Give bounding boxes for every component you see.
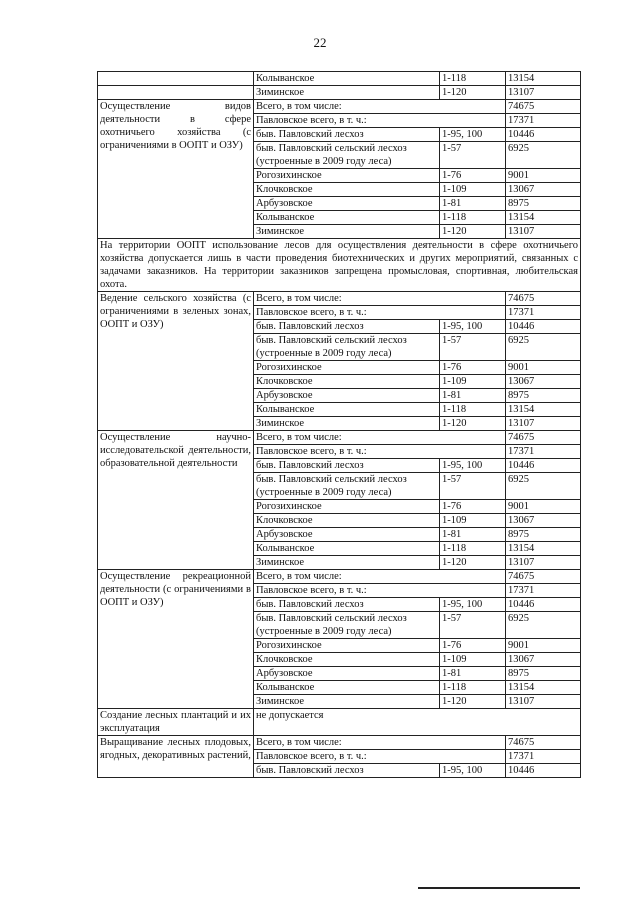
forestry-name: Клочковское <box>254 514 440 528</box>
quarter-numbers: 1-120 <box>440 86 506 100</box>
forestry-name: Всего, в том числе: <box>254 100 506 114</box>
forestry-name: Колыванское <box>254 72 440 86</box>
forestry-name: Павловское всего, в т. ч.: <box>254 114 506 128</box>
forestry-name: Арбузовское <box>254 197 440 211</box>
quarter-numbers: 1-57 <box>440 142 506 169</box>
quarter-numbers: 1-109 <box>440 653 506 667</box>
area-ha: 10446 <box>506 320 581 334</box>
area-ha: 13067 <box>506 653 581 667</box>
forestry-name: Всего, в том числе: <box>254 570 506 584</box>
table-row <box>98 570 581 584</box>
quarter-numbers: 1-57 <box>440 334 506 361</box>
forestry-name: Зиминское <box>254 695 440 709</box>
table-row <box>98 431 581 445</box>
area-ha: 13107 <box>506 417 581 431</box>
forestry-name: быв. Павловский сельский лесхоз (устроенные в 2009 году леса) <box>254 612 440 639</box>
area-ha: 6925 <box>506 473 581 500</box>
area-ha: 74675 <box>506 292 581 306</box>
quarter-numbers: 1-76 <box>440 639 506 653</box>
forestry-name: быв. Павловский сельский лесхоз (устроенные в 2009 году леса) <box>254 334 440 361</box>
forestry-name: Павловское всего, в т. ч.: <box>254 750 506 764</box>
forestry-name: Клочковское <box>254 183 440 197</box>
area-ha: 6925 <box>506 612 581 639</box>
quarter-numbers: 1-76 <box>440 169 506 183</box>
area-ha: 10446 <box>506 459 581 473</box>
quarter-numbers: 1-109 <box>440 514 506 528</box>
activity-type: Осуществление научно-исследовательской деятельности, образовательной деятельности <box>98 431 254 570</box>
quarter-numbers: 1-81 <box>440 667 506 681</box>
area-ha: 10446 <box>506 764 581 778</box>
forestry-name: Всего, в том числе: <box>254 292 506 306</box>
area-ha: 13154 <box>506 542 581 556</box>
forestry-name: Зиминское <box>254 556 440 570</box>
table-row <box>98 86 581 100</box>
table-row <box>98 292 581 306</box>
area-ha: 74675 <box>506 736 581 750</box>
forestry-name: быв. Павловский сельский лесхоз (устроенные в 2009 году леса) <box>254 473 440 500</box>
quarter-numbers: 1-57 <box>440 473 506 500</box>
quarter-numbers: 1-120 <box>440 556 506 570</box>
forestry-name: Павловское всего, в т. ч.: <box>254 584 506 598</box>
area-ha: 74675 <box>506 100 581 114</box>
quarter-numbers: 1-118 <box>440 681 506 695</box>
quarter-numbers: 1-81 <box>440 389 506 403</box>
area-ha: 13154 <box>506 681 581 695</box>
footer-rule <box>418 887 580 889</box>
forestry-name: Колыванское <box>254 211 440 225</box>
area-ha: 13107 <box>506 225 581 239</box>
area-ha: 17371 <box>506 750 581 764</box>
quarter-numbers: 1-57 <box>440 612 506 639</box>
area-ha: 13107 <box>506 86 581 100</box>
area-ha: 10446 <box>506 598 581 612</box>
quarter-numbers: 1-120 <box>440 225 506 239</box>
page-number: 22 <box>313 35 327 50</box>
quarter-numbers: 1-95, 100 <box>440 598 506 612</box>
forestry-name: Колыванское <box>254 542 440 556</box>
quarter-numbers: 1-76 <box>440 361 506 375</box>
activity-cell <box>98 86 254 100</box>
forestry-name: быв. Павловский лесхоз <box>254 459 440 473</box>
area-ha: 13154 <box>506 403 581 417</box>
area-ha: 13067 <box>506 183 581 197</box>
forestry-name: Всего, в том числе: <box>254 736 506 750</box>
forestry-name: Зиминское <box>254 86 440 100</box>
forest-use-table <box>97 71 581 778</box>
quarter-numbers: 1-109 <box>440 375 506 389</box>
area-ha: 74675 <box>506 431 581 445</box>
forestry-name: Всего, в том числе: <box>254 431 506 445</box>
activity-type: Ведение сельского хозяйства (с ограничениями в зеленых зонах, ООПТ и ОЗУ) <box>98 292 254 431</box>
area-ha: 8975 <box>506 197 581 211</box>
forestry-name: Клочковское <box>254 375 440 389</box>
forestry-name: Рогозихинское <box>254 639 440 653</box>
area-ha: 9001 <box>506 361 581 375</box>
forestry-name: Зиминское <box>254 417 440 431</box>
forestry-name: Арбузовское <box>254 528 440 542</box>
forestry-name: Павловское всего, в т. ч.: <box>254 306 506 320</box>
quarter-numbers: 1-81 <box>440 197 506 211</box>
forestry-name: Клочковское <box>254 653 440 667</box>
quarter-numbers: 1-120 <box>440 695 506 709</box>
area-ha: 8975 <box>506 389 581 403</box>
area-ha: 13067 <box>506 514 581 528</box>
activity-type: Выращивание лесных плодовых, ягодных, декоративных растений, <box>98 736 254 778</box>
quarter-numbers: 1-95, 100 <box>440 459 506 473</box>
activity-cell <box>98 72 254 86</box>
activity-type: Осуществление видов деятельности в сфере охотничьего хозяйства (с ограничениями в ООПТ и ОЗУ) <box>98 100 254 239</box>
forestry-name: быв. Павловский лесхоз <box>254 320 440 334</box>
area-ha: 17371 <box>506 445 581 459</box>
area-ha: 9001 <box>506 500 581 514</box>
forestry-name: Рогозихинское <box>254 169 440 183</box>
area-ha: 13154 <box>506 211 581 225</box>
area-ha: 8975 <box>506 528 581 542</box>
table-row <box>98 736 581 750</box>
quarter-numbers: 1-118 <box>440 403 506 417</box>
quarter-numbers: 1-120 <box>440 417 506 431</box>
forestry-name: Павловское всего, в т. ч.: <box>254 445 506 459</box>
quarter-numbers: 1-95, 100 <box>440 128 506 142</box>
table-row <box>98 72 581 86</box>
quarter-numbers: 1-81 <box>440 528 506 542</box>
area-ha: 6925 <box>506 334 581 361</box>
restriction-text: не допускается <box>254 709 581 736</box>
quarter-numbers: 1-76 <box>440 500 506 514</box>
area-ha: 9001 <box>506 639 581 653</box>
activity-type: Создание лесных плантаций и их эксплуатация <box>98 709 254 736</box>
area-ha: 74675 <box>506 570 581 584</box>
table-row <box>98 239 581 292</box>
activity-type: Осуществление рекреационной деятельности (с ограничениями в ООПТ и ОЗУ) <box>98 570 254 709</box>
quarter-numbers: 1-109 <box>440 183 506 197</box>
forestry-name: Зиминское <box>254 225 440 239</box>
forestry-name: быв. Павловский лесхоз <box>254 764 440 778</box>
area-ha: 13107 <box>506 556 581 570</box>
quarter-numbers: 1-118 <box>440 72 506 86</box>
area-ha: 17371 <box>506 584 581 598</box>
table-row <box>98 100 581 114</box>
area-ha: 6925 <box>506 142 581 169</box>
quarter-numbers: 1-95, 100 <box>440 320 506 334</box>
area-ha: 10446 <box>506 128 581 142</box>
area-ha: 17371 <box>506 306 581 320</box>
forestry-name: быв. Павловский сельский лесхоз (устроенные в 2009 году леса) <box>254 142 440 169</box>
area-ha: 13107 <box>506 695 581 709</box>
forestry-name: Колыванское <box>254 681 440 695</box>
table-row <box>98 709 581 736</box>
quarter-numbers: 1-118 <box>440 211 506 225</box>
note-text: На территории ООПТ использование лесов для осуществления деятельности в сфере охотничьего хозяйства допускается лишь в части проведения биотехнических и других мероприятий, связанных с задачами заказников. На территории заказников запрещена промысловая, спортивная, любительская охота. <box>98 239 581 292</box>
area-ha: 13067 <box>506 375 581 389</box>
area-ha: 8975 <box>506 667 581 681</box>
forestry-name: быв. Павловский лесхоз <box>254 128 440 142</box>
area-ha: 13154 <box>506 72 581 86</box>
forestry-name: Рогозихинское <box>254 361 440 375</box>
forestry-name: Арбузовское <box>254 389 440 403</box>
area-ha: 17371 <box>506 114 581 128</box>
quarter-numbers: 1-118 <box>440 542 506 556</box>
forestry-name: Арбузовское <box>254 667 440 681</box>
forestry-name: Колыванское <box>254 403 440 417</box>
area-ha: 9001 <box>506 169 581 183</box>
quarter-numbers: 1-95, 100 <box>440 764 506 778</box>
forestry-name: Рогозихинское <box>254 500 440 514</box>
forestry-name: быв. Павловский лесхоз <box>254 598 440 612</box>
